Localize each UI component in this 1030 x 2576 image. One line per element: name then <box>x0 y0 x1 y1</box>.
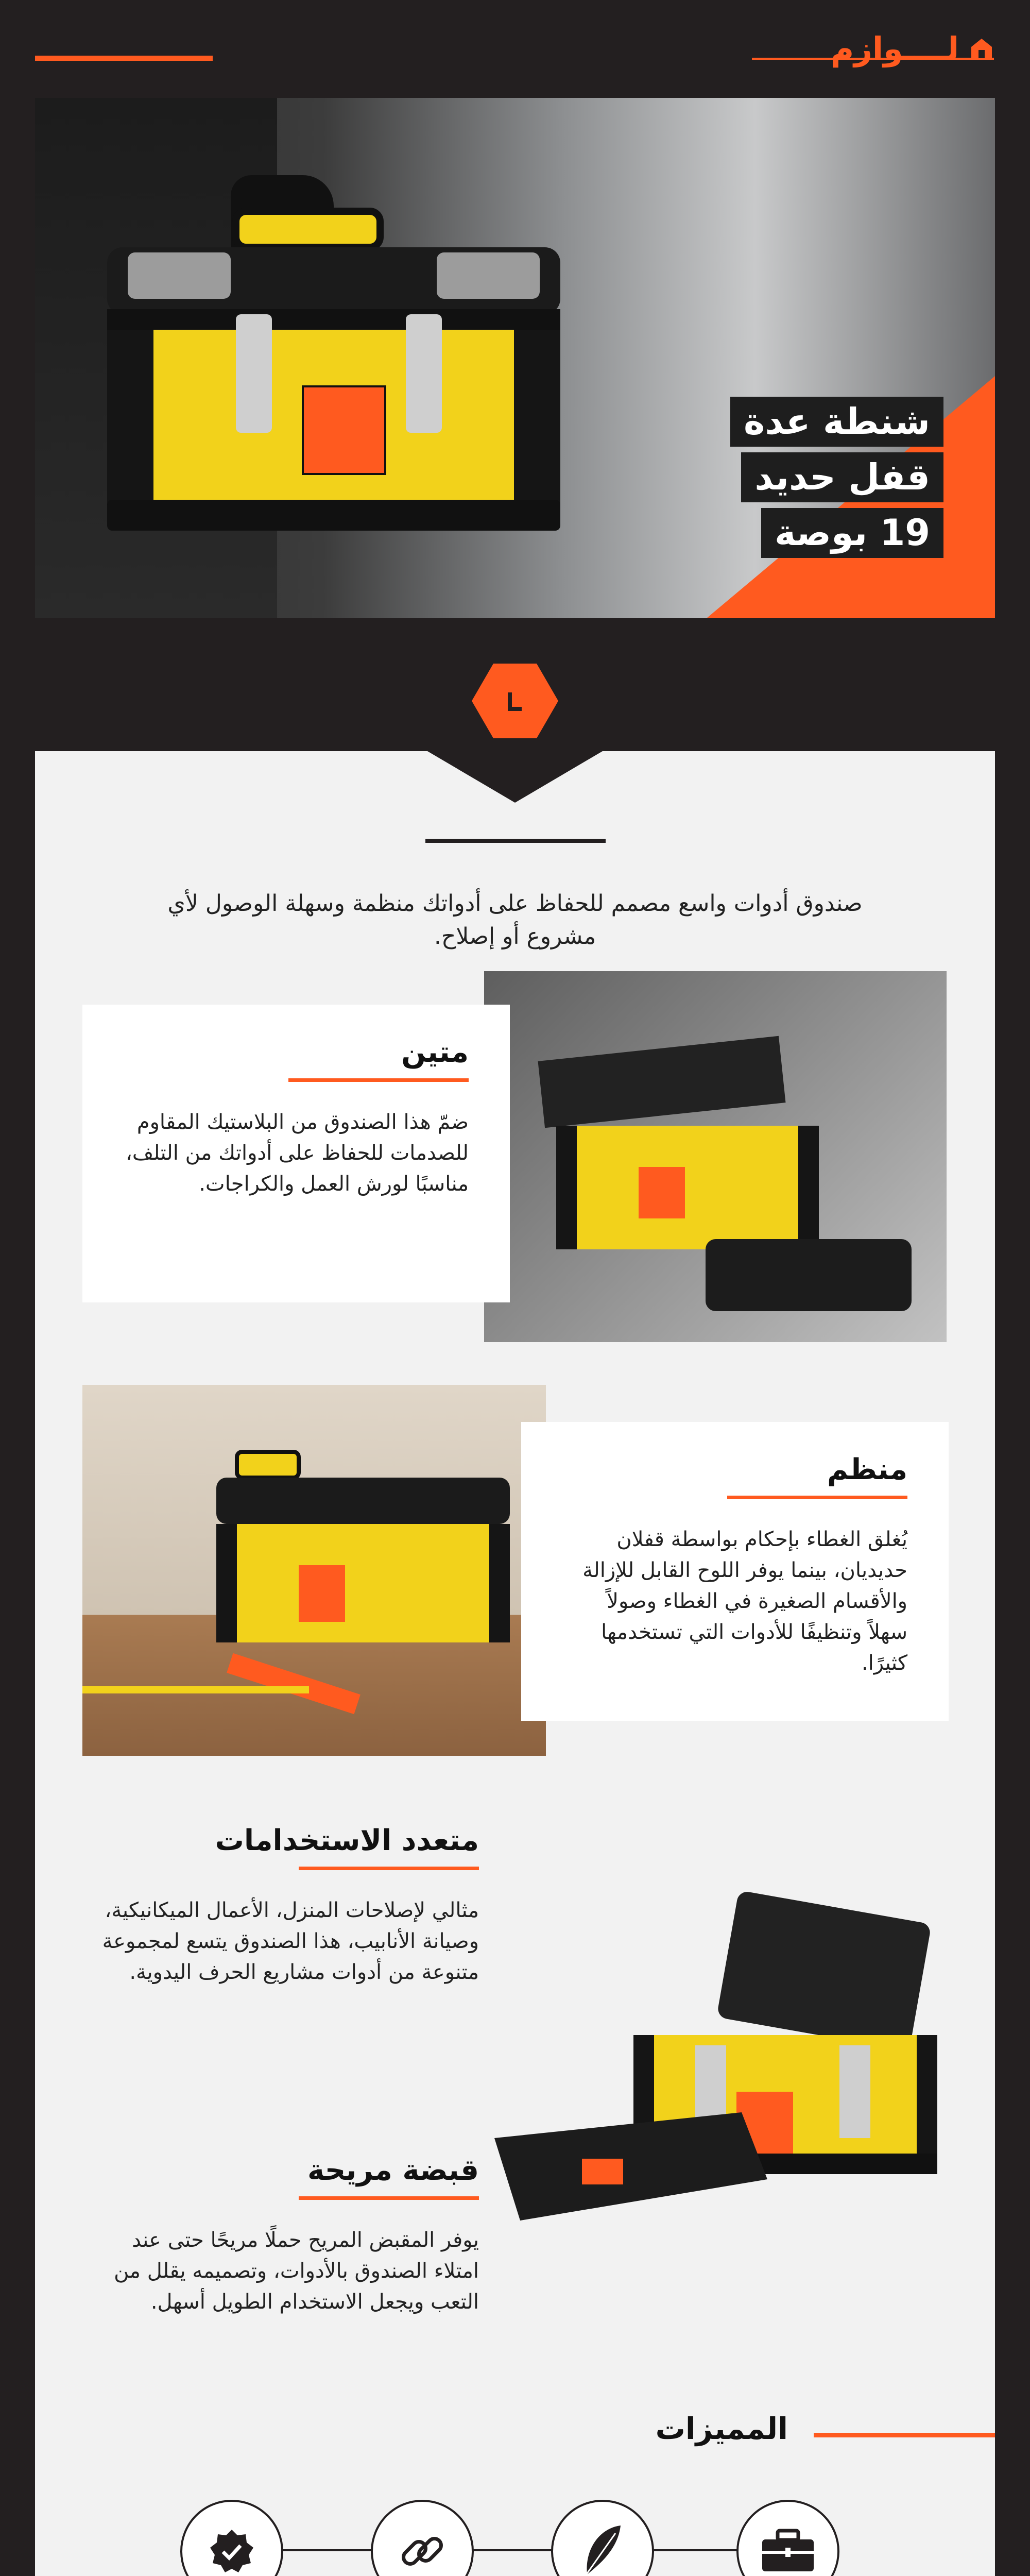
advantages-connector-line <box>242 2549 798 2551</box>
hero-toolbox-image <box>35 98 602 618</box>
feature-title-grip: قبضة مريحة <box>307 2154 479 2187</box>
feature-title-durable: متين <box>401 1036 469 1069</box>
l-letter-icon <box>502 688 528 714</box>
feature-block-versatile <box>88 1824 479 1988</box>
hero-tag-3: 19 بوصة <box>761 508 943 558</box>
feature-title-versatile: متعدد الاستخدامات <box>215 1824 479 1857</box>
feature-photo-open-toolbox <box>479 1891 963 2282</box>
feature-title-organized: منظم <box>827 1453 907 1486</box>
feature-bar <box>727 1496 907 1499</box>
advantages-title: المميزات <box>655 2411 788 2446</box>
card-notch <box>427 751 603 803</box>
feature-block-grip <box>88 2154 479 2317</box>
brand-logo[interactable] <box>831 30 994 67</box>
advantages-accent-bar <box>814 2433 995 2437</box>
feature-box-organized <box>521 1422 949 1721</box>
hero-tag-1: شنطة عدة <box>730 397 943 447</box>
feature-text-versatile: مثالي لإصلاحات المنزل، الأعمال الميكانيكية، وصيانة الأنابيب، هذا الصندوق يتسع لمجموعة متنوعة من أدوات مشاريع الحرف اليدوية. <box>102 1899 479 1984</box>
hero-banner <box>35 98 995 618</box>
feature-bar <box>299 1867 479 1870</box>
feature-text-durable: ضمّ هذا الصندوق من البلاستيك المقاوم للصدمات للحفاظ على أدواتك من التلف، مناسبًا لورش العمل والكراجات. <box>125 1110 469 1196</box>
brand-badge <box>472 664 558 738</box>
feature-box-durable <box>82 1005 510 1302</box>
feature-text-organized: يُغلق الغطاء بإحكام بواسطة قفلان حديديان، بينما يوفر اللوح القابل للإزالة والأقسام الصغيرة في الغطاء وصولاً سهلاً وتنظيفًا للأدوات التي تستخدمها كثيرًا. <box>582 1528 907 1675</box>
intro-divider <box>425 839 606 843</box>
brand-name: لــــوازم <box>830 30 959 67</box>
feature-bar <box>288 1078 469 1082</box>
house-icon <box>969 36 994 62</box>
intro-text: صندوق أدوات واسع مصمم للحفاظ على أدواتك منظمة وسهلة الوصول لأي مشروع أو إصلاح. <box>167 890 863 950</box>
header-accent-line-left <box>35 56 213 61</box>
feature-bar <box>299 2196 479 2200</box>
hero-tag-2: قفل حديد <box>741 452 943 502</box>
feature-text-grip: يوفر المقبض المريح حملًا مريحًا حتى عند امتلاء الصندوق بالأدوات، وتصميمه يقلل من التعب ويجعل الاستخدام الطويل أسهل. <box>114 2228 479 2314</box>
feature-photo-organized <box>82 1385 546 1756</box>
feature-photo-durable <box>484 971 947 1342</box>
